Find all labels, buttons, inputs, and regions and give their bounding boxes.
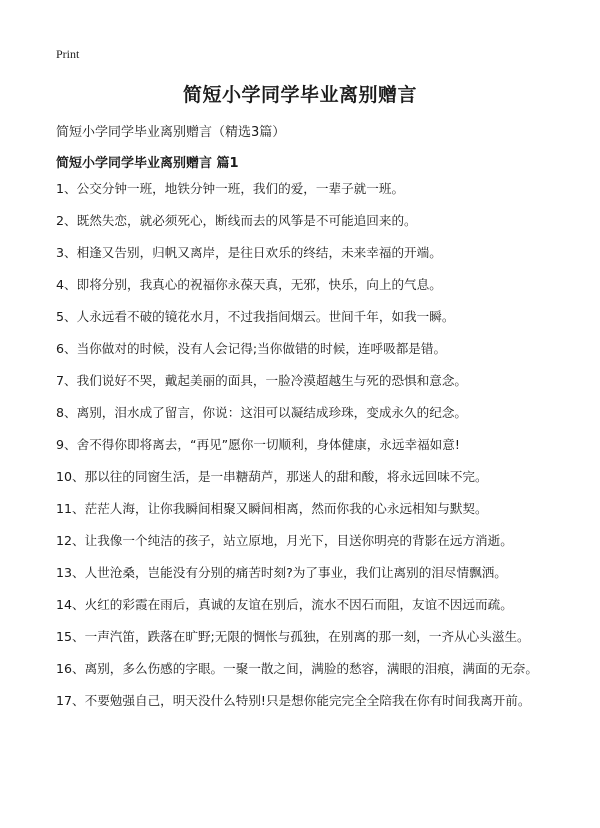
list-item: 13、人世沧桑，岂能没有分别的痛苦时刻?为了事业，我们让离别的泪尽情飘洒。	[56, 565, 507, 580]
document-subtitle: 简短小学同学毕业离别赠言（精选3篇）	[56, 125, 286, 140]
list-item: 5、人永远看不破的镜花水月，不过我指间烟云。世间千年，如我一瞬。	[56, 309, 455, 324]
document-title: 简短小学同学毕业离别赠言	[182, 84, 417, 106]
list-item: 10、那以往的同窗生活，是一串糖葫芦，那迷人的甜和酸，将永远回味不完。	[56, 469, 488, 484]
list-item: 6、当你做对的时候，没有人会记得;当你做错的时候，连呼吸都是错。	[56, 341, 447, 356]
list-item: 3、相逢又告别，归帆又离岸，是往日欢乐的终结，未来幸福的开端。	[56, 245, 442, 260]
list-item: 16、离别，多么伤感的字眼。一聚一散之间，满脸的愁容，满眼的泪痕，满面的无奈。	[56, 661, 538, 676]
list-item: 7、我们说好不哭，戴起美丽的面具，一脸冷漠超越生与死的恐惧和意念。	[56, 373, 468, 388]
list-item: 17、不要勉强自己，明天没什么特别!只是想你能完完全全陪我在你有时间我离开前。	[56, 693, 531, 708]
list-item: 15、一声汽笛，跌落在旷野;无限的惆怅与孤独，在别离的那一刻，一齐从心头滋生。	[56, 629, 530, 644]
list-item: 14、火红的彩霞在雨后，真诚的友谊在别后，流水不因石而阻，友谊不因远而疏。	[56, 597, 513, 612]
list-item: 2、既然失恋，就必须死心，断线而去的风筝是不可能追回来的。	[56, 213, 417, 228]
list-item: 1、公交分钟一班，地铁分钟一班，我们的爱，一辈子就一班。	[56, 181, 405, 196]
list-item: 11、茫茫人海，让你我瞬间相聚又瞬间相离，然而你我的心永远相知与默契。	[56, 501, 488, 516]
list-item: 12、让我像一个纯洁的孩子，站立原地，月光下，目送你明亮的背影在远方消逝。	[56, 533, 513, 548]
farewell-message-list	[56, 180, 562, 724]
print-link[interactable]: Print	[56, 47, 80, 61]
list-item: 8、离别，泪水成了留言，你说：这泪可以凝结成珍珠，变成永久的纪念。	[56, 405, 468, 420]
list-item: 4、即将分别，我真心的祝福你永葆天真，无邪，快乐，向上的气息。	[56, 277, 442, 292]
section-heading: 简短小学同学毕业离别赠言 篇1	[56, 156, 239, 171]
list-item: 9、舍不得你即将离去，“再见”愿你一切顺利，身体健康，永远幸福如意!	[56, 437, 460, 452]
